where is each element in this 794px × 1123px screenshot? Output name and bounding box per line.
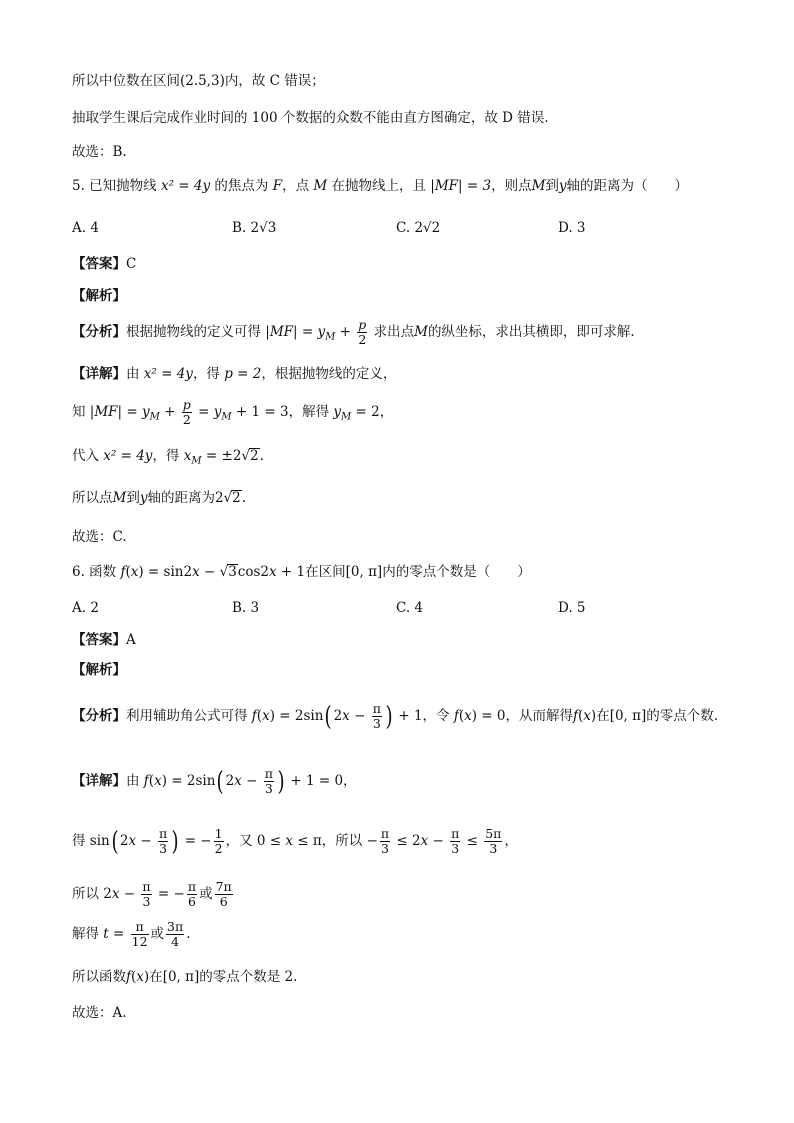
point-M: M bbox=[313, 178, 328, 194]
line-choice-b: 故选：B. bbox=[72, 144, 127, 160]
text: 内的零点个数是（ ） bbox=[382, 564, 531, 580]
formula-solutions: 2x − $\frac{\pi}{3}$ = − $\frac{\pi}{6}$ bbox=[103, 879, 197, 909]
text: . bbox=[241, 490, 247, 506]
line-substitute bbox=[72, 446, 264, 472]
formula-f-eq-0: f(x) = 2sin( 2x − $\frac{\pi}{3}$ ) + 1 = 0 bbox=[143, 766, 344, 797]
text: ，得 bbox=[192, 366, 220, 382]
question-5-stem bbox=[72, 176, 688, 196]
function-f: f(x) = sin2x − √3cos2x + 1 bbox=[120, 564, 306, 580]
text: 5. 已知抛物线 bbox=[72, 178, 157, 194]
option-d: D. 3 bbox=[558, 220, 586, 236]
option-b-math: 2√3 bbox=[250, 220, 277, 236]
interval-math: (2.5,3) bbox=[180, 73, 225, 89]
line-median-interval bbox=[72, 71, 325, 91]
text: ，点 bbox=[282, 178, 310, 194]
line-distance: 所以点M到y轴的距离为2√2. bbox=[72, 490, 247, 506]
text: 的零点个数. bbox=[646, 708, 719, 724]
formula-f-2sin: f(x) = 2sin( 2x − $\frac{\pi}{3}$ ) + 1 bbox=[251, 701, 423, 732]
xiangjie-6: 【详解】由 f(x) = 2sin( 2x − $\frac{\pi}{3}$ ) + 1 = 0， bbox=[72, 766, 357, 797]
line-sin-value: 得 sin( 2x − $\frac{\pi}{3}$ ) = − $\frac{1}{2}$ ，又 0 ≤ x ≤ π，所以 − $\frac{\pi}{3}$ ≤ 2x − $\frac{\pi}{3}$ ≤ $\frac{5\pi}{3}$ ， bbox=[72, 826, 518, 857]
eq-x2-4y: x² = 4y bbox=[103, 448, 153, 464]
text: ，又 bbox=[225, 833, 253, 849]
interval-0-pi: [0, π] bbox=[162, 969, 200, 985]
line-zero-count bbox=[72, 967, 297, 987]
eq-fx-0: f(x) = 0 bbox=[453, 708, 506, 724]
analysis-heading-6: 【解析】 bbox=[72, 662, 126, 678]
text: ，解得 bbox=[288, 404, 330, 420]
text: 所以函数 bbox=[72, 969, 126, 985]
fenxi-6 bbox=[72, 700, 718, 732]
text: 由 bbox=[126, 773, 140, 789]
xiangjie-5 bbox=[72, 364, 396, 384]
line-solve-t bbox=[72, 918, 191, 950]
option-a: A. 4 bbox=[72, 220, 99, 236]
text: 的零点个数是 2. bbox=[199, 969, 298, 985]
formula-mf-3: $|MF| = y_M$ + $\frac{p}{2}$ = $y_M + 1 = 3$ bbox=[89, 397, 289, 427]
text: 所以点 bbox=[72, 490, 113, 506]
option-c-math: 2√2 bbox=[414, 220, 441, 236]
text: 在 bbox=[149, 969, 163, 985]
line-mode-statement: 抽取学生课后完成作业时间的 100 个数据的众数不能由直方图确定，故 D 错误. bbox=[72, 110, 549, 126]
text: ，所以 bbox=[321, 833, 363, 849]
solution-b: $\frac{7\pi}{6}$ bbox=[215, 879, 232, 909]
fenxi-tag: 【分析】 bbox=[72, 324, 126, 340]
text: 的纵坐标，求出其横即，即可求解. bbox=[427, 324, 635, 340]
option-b: B. 3 bbox=[232, 600, 260, 616]
text: 利用辅助角公式可得 bbox=[126, 708, 248, 724]
text: 知 bbox=[72, 404, 86, 420]
text: 求出点 bbox=[373, 324, 415, 340]
distance-value: 2√2 bbox=[214, 490, 241, 506]
eq-yM-2: $y_M = 2$ bbox=[333, 404, 380, 423]
eq-x2-4y: x² = 4y bbox=[143, 366, 193, 382]
xiangjie-tag: 【详解】 bbox=[72, 366, 126, 382]
question-6-stem bbox=[72, 562, 531, 582]
solution-t2: $\frac{3\pi}{4}$ bbox=[167, 919, 184, 949]
xiangjie-tag: 【详解】 bbox=[72, 773, 126, 789]
range-2x: − $\frac{\pi}{3}$ ≤ 2x − $\frac{\pi}{3}$ ≤ $\frac{5\pi}{3}$ bbox=[366, 826, 502, 856]
text: ，则点 bbox=[491, 178, 532, 194]
line-solutions bbox=[72, 878, 235, 910]
text: 在区间 bbox=[305, 564, 346, 580]
point-F: F bbox=[272, 178, 283, 194]
line-choice-c: 故选：C. bbox=[72, 529, 127, 545]
point-M: M bbox=[531, 178, 546, 194]
formula-mf: $|MF| = y_M$ + $\frac{p}{2}$ bbox=[265, 317, 367, 347]
option-d: D. 5 bbox=[558, 600, 586, 616]
text: 所以 bbox=[72, 886, 99, 902]
interval-0-pi: [0, π] bbox=[345, 564, 383, 580]
option-letter: B. bbox=[232, 220, 247, 236]
option-c bbox=[396, 218, 440, 238]
answer-value: C bbox=[126, 256, 137, 272]
parabola-equation: x² = 4y bbox=[160, 178, 211, 194]
text: 轴的距离为（ ） bbox=[566, 178, 689, 194]
text: ，根据抛物线的定义， bbox=[261, 366, 397, 382]
line-choice-a: 故选：A. bbox=[72, 1005, 127, 1021]
line-zhi: 知 $|MF| = y_M$ + $\frac{p}{2}$ = $y_M + 1 = 3$，解得 $y_M = 2$， bbox=[72, 397, 394, 427]
text: 在抛物线上，且 bbox=[331, 178, 426, 194]
text: 得 bbox=[72, 833, 86, 849]
text: . bbox=[186, 926, 191, 942]
answer-tag: 【答案】 bbox=[72, 632, 126, 648]
eq-xM: $x_M = \pm 2√2$ bbox=[183, 448, 259, 467]
text: 的焦点为 bbox=[214, 178, 269, 194]
range-x: 0 ≤ x ≤ π bbox=[256, 833, 322, 849]
text: 代入 bbox=[72, 448, 99, 464]
formula-sin: sin( 2x − $\frac{\pi}{3}$ ) = − $\frac{1}{2}$ bbox=[89, 826, 223, 857]
text: ，得 bbox=[152, 448, 180, 464]
text: 在 bbox=[596, 708, 610, 724]
answer-5 bbox=[72, 254, 136, 274]
option-letter: C. bbox=[396, 220, 411, 236]
eq-p-2: p = 2 bbox=[224, 366, 262, 382]
abs-MF: |MF| = 3 bbox=[430, 178, 492, 194]
analysis-heading-5: 【解析】 bbox=[72, 288, 126, 304]
text: ，从而解得 bbox=[505, 708, 573, 724]
text: 或 bbox=[150, 926, 165, 942]
option-b bbox=[232, 218, 276, 238]
interval-0-pi: [0, π] bbox=[609, 708, 647, 724]
text: 所以中位数在区间 bbox=[72, 73, 180, 89]
text: 解得 bbox=[72, 926, 99, 942]
text: ，令 bbox=[422, 708, 450, 724]
text: 或 bbox=[199, 886, 213, 902]
text: 根据抛物线的定义可得 bbox=[126, 324, 261, 340]
fenxi-5: 【分析】根据抛物线的定义可得 $|MF| = y_M$ + $\frac{p}{2}$ 求出点M的纵坐标，求出其横即，即可求解. bbox=[72, 317, 635, 347]
text: 到 bbox=[126, 490, 140, 506]
y-axis: y bbox=[558, 178, 567, 194]
text: . bbox=[259, 448, 264, 464]
text: 由 bbox=[126, 366, 140, 382]
fx: f(x) bbox=[126, 969, 150, 985]
answer-value: A bbox=[126, 632, 136, 648]
text: 轴的距离为 bbox=[147, 490, 215, 506]
fx: f(x) bbox=[573, 708, 597, 724]
answer-tag: 【答案】 bbox=[72, 256, 126, 272]
text: 6. 函数 bbox=[72, 564, 117, 580]
text: 到 bbox=[545, 178, 559, 194]
option-c: C. 4 bbox=[396, 600, 424, 616]
formula-t: t = $\frac{\pi}{12}$ bbox=[103, 919, 148, 949]
text: 内，故 C 错误； bbox=[224, 73, 325, 89]
answer-6 bbox=[72, 630, 136, 650]
option-a: A. 2 bbox=[72, 600, 99, 616]
fenxi-tag: 【分析】 bbox=[72, 708, 126, 724]
